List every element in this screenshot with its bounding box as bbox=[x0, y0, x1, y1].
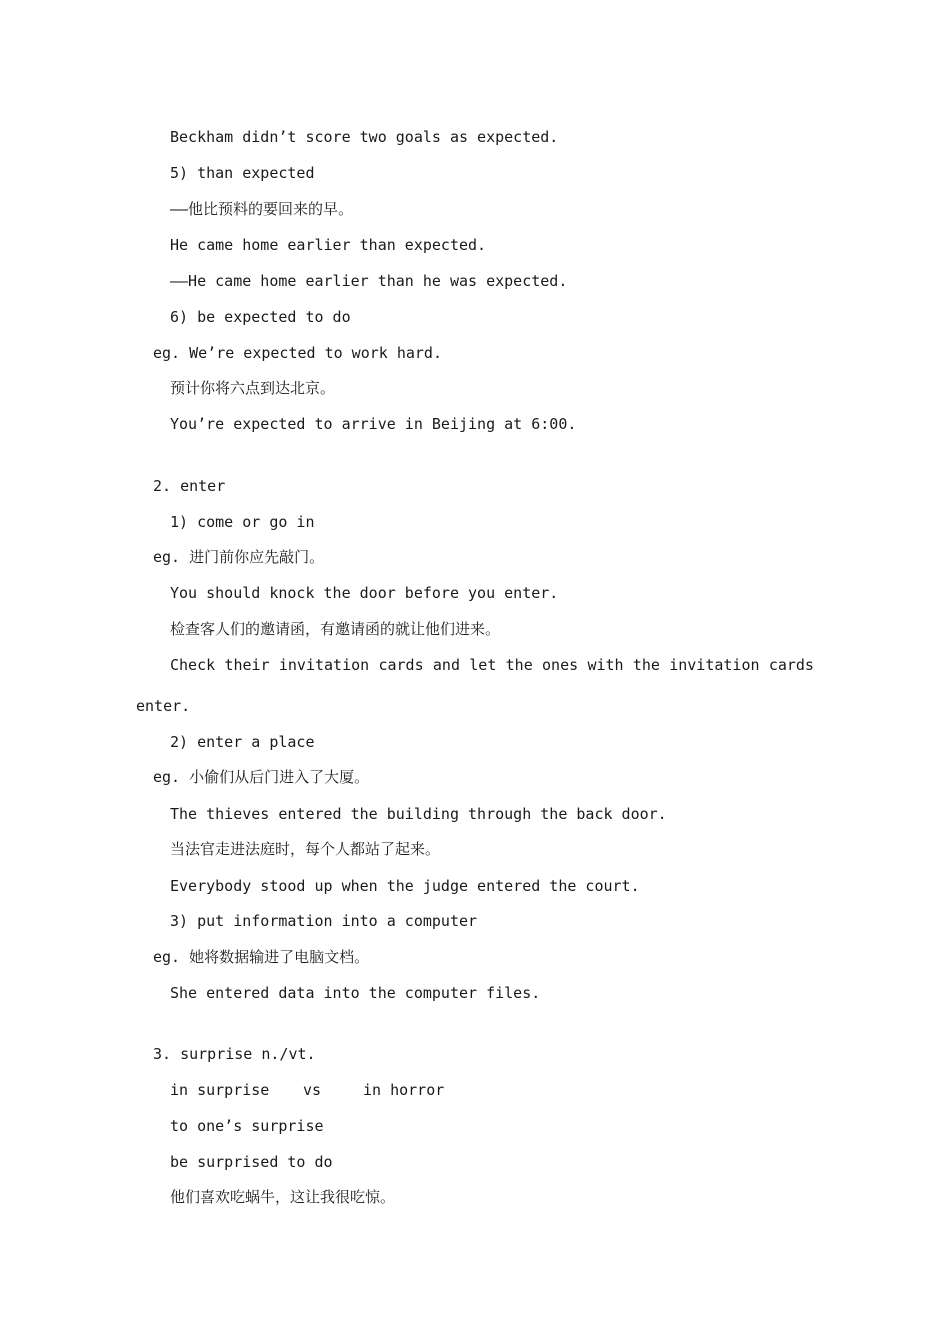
text-line: eg. We’re expected to work hard. bbox=[153, 344, 442, 362]
text-line: 6) be expected to do bbox=[170, 308, 351, 326]
word: ones bbox=[542, 656, 579, 674]
text-line: ——他比预料的要回来的早。 bbox=[170, 200, 354, 218]
word: Check bbox=[170, 656, 216, 674]
phrase-b: in horror bbox=[363, 1081, 445, 1099]
text-line: You’re expected to arrive in Beijing at 6:00. bbox=[170, 415, 577, 433]
word: the bbox=[505, 656, 533, 674]
section-heading: 3. surprise n./vt. bbox=[153, 1045, 316, 1063]
text-line: Beckham didn’t score two goals as expected. bbox=[170, 128, 559, 146]
word: cards bbox=[378, 656, 424, 674]
text-line: Everybody stood up when the judge entered the court. bbox=[170, 877, 640, 895]
text-line: 5) than expected bbox=[170, 164, 315, 182]
section-heading: 2. enter bbox=[153, 477, 226, 495]
justified-text-line bbox=[170, 655, 814, 675]
vs-label: vs bbox=[303, 1081, 322, 1099]
word: invitation bbox=[278, 656, 370, 674]
phrase-a: in surprise bbox=[170, 1081, 270, 1099]
text-line: to one’s surprise bbox=[170, 1117, 324, 1135]
text-line: ——He came home earlier than he was expected. bbox=[170, 272, 568, 290]
word: let bbox=[469, 656, 497, 674]
text-line: 1) come or go in bbox=[170, 513, 315, 531]
text-line: 预计你将六点到达北京。 bbox=[170, 379, 336, 397]
word: their bbox=[224, 656, 270, 674]
word: and bbox=[432, 656, 460, 674]
text-line: He came home earlier than expected. bbox=[170, 236, 487, 254]
text-line: 当法官走进法庭时，每个人都站了起来。 bbox=[170, 840, 441, 858]
text-line: 3) put information into a computer bbox=[170, 912, 478, 930]
word: with bbox=[587, 656, 624, 674]
text-line: enter. bbox=[136, 697, 191, 715]
text-line: 检查客人们的邀请函，有邀请函的就让他们进来。 bbox=[170, 620, 501, 638]
word: cards bbox=[768, 656, 814, 674]
text-line: eg. 小偷们从后门进入了大厦。 bbox=[153, 768, 370, 786]
word: invitation bbox=[669, 656, 760, 674]
text-line: eg. 她将数据输进了电脑文档。 bbox=[153, 948, 370, 966]
text-line: She entered data into the computer files. bbox=[170, 984, 541, 1002]
word: the bbox=[632, 656, 660, 674]
text-line: You should knock the door before you enter. bbox=[170, 584, 559, 602]
text-line: eg. 进门前你应先敲门。 bbox=[153, 548, 325, 566]
text-line: 他们喜欢吃蜗牛，这让我很吃惊。 bbox=[170, 1188, 396, 1206]
text-line: The thieves entered the building through the back door. bbox=[170, 805, 667, 823]
text-line: 2) enter a place bbox=[170, 733, 315, 751]
text-line: be surprised to do bbox=[170, 1153, 333, 1171]
